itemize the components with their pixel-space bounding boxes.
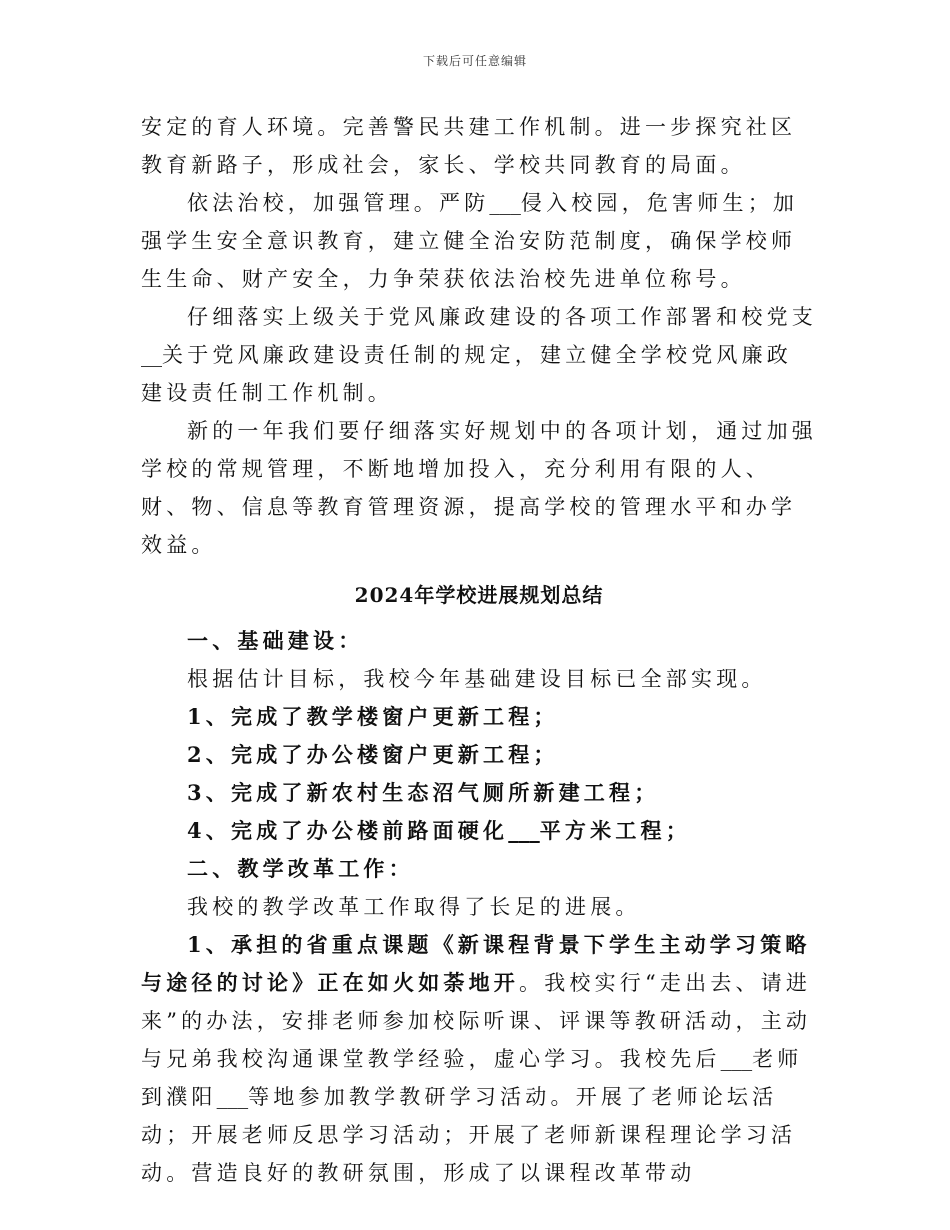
infrastructure-summary: 根据估计目标，我校今年基础建设目标已全部实现。 — [187, 667, 767, 691]
heading-teaching-reform: 二、教学改革工作： — [187, 856, 414, 881]
paragraph-3-part-b: 关于党风廉政建设责任制的规定，建立健全学校党风廉政建设责任制工作机制。 — [141, 343, 792, 405]
list-item-4-part-b: 平方米工程； — [539, 818, 691, 843]
list-item: 1、完成了教学楼窗户更新工程； — [187, 704, 559, 729]
paragraph-2-part-b: 侵入校园，危害师生；加强学生安全意识教育，建立健全治安防范制度，确保学校师生生命、财产安全，力争荣获依法治校先进单位称号。 — [141, 191, 799, 291]
fill-blank: __ — [141, 343, 162, 367]
paragraph-2 — [141, 184, 817, 298]
list-item — [141, 812, 817, 850]
list-item: 3、完成了新农村生态沼气厕所新建工程； — [187, 780, 660, 805]
paragraph-5-part-b: 老师到濮阳 — [141, 1047, 803, 1109]
paragraph-3-part-a: 仔细落实上级关于党风廉政建设的各项工作部署和校党支 — [187, 305, 817, 329]
section-title: 2024年学校进展规划总结 — [354, 583, 604, 607]
paragraph-1: 安定的育人环境。完善警民共建工作机制。进一步探究社区教育新路子，形成社会，家长、学校共同教育的局面。 — [141, 115, 797, 177]
list-item-4-part-a: 4、完成了办公楼前路面硬化 — [187, 818, 509, 843]
fill-blank: ___ — [508, 818, 540, 843]
paragraph-5 — [141, 926, 817, 1192]
page-header-note: 下载后可任意编辑 — [422, 54, 527, 68]
list-item: 2、完成了办公楼窗户更新工程； — [187, 742, 559, 767]
paragraph-5-bold-lead: 1、承担的省重点课题《新课程背景下学生主动学习策略与途径的讨论》正在如火如荼地开 — [141, 932, 811, 995]
paragraph-5-part-c: 等地参加教学教研学习活动。开展了老师论坛活动；开展老师反思学习活动；开展了老师新课程理论学习活动。营造良好的教研氛围，形成了以课程改革带动 — [141, 1085, 797, 1185]
fill-blank: ___ — [489, 191, 521, 215]
paragraph-5-part-a: 。我校实行“走出去、请进来”的办法，安排老师参加校际听课、评课等教研活动，主动与兄弟我校沟通课堂教学经验，虚心学习。我校先后 — [141, 971, 812, 1071]
fill-blank: ___ — [216, 1085, 249, 1109]
paragraph-2-part-a: 依法治校，加强管理。严防 — [187, 191, 490, 215]
document-body — [141, 108, 817, 1192]
fill-blank: ___ — [720, 1047, 753, 1071]
paragraph-3 — [141, 298, 817, 412]
paragraph-4: 新的一年我们要仔细落实好规划中的各项计划，通过加强学校的常规管理，不断地增加投入，充分利用有限的人、财、物、信息等教育管理资源，提高学校的管理水平和办学效益。 — [141, 419, 817, 557]
heading-infrastructure: 一、基础建设： — [187, 628, 364, 653]
teaching-reform-summary: 我校的教学改革工作取得了长足的进展。 — [187, 895, 641, 919]
